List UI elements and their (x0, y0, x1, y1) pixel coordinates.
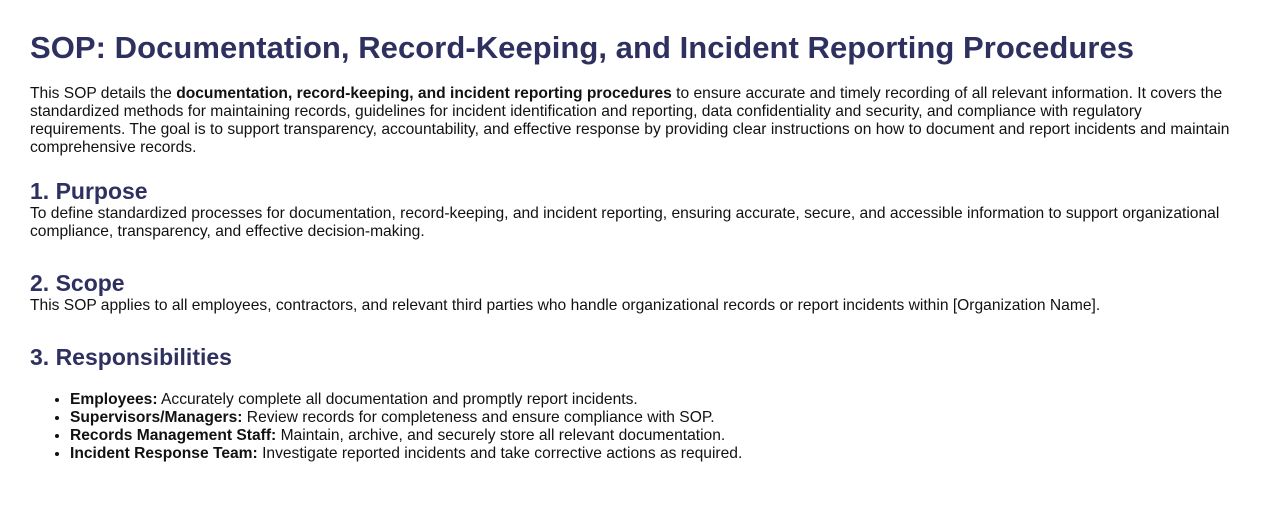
list-item (70, 391, 1233, 409)
intro-paragraph (30, 85, 1233, 157)
responsibilities-list (30, 391, 1233, 463)
list-item (70, 409, 1233, 427)
intro-emphasis: documentation, record-keeping, and incident reporting procedures (176, 85, 672, 102)
section-heading-responsibilities: 3. Responsibilities (30, 344, 232, 370)
role-duty: Investigate reported incidents and take corrective actions as required. (257, 445, 743, 462)
section-text-purpose: To define standardized processes for documentation, record-keeping, and incident reporting, ensuring accurate, secure, and accessible information to support organizational compliance, transparency, and effective decision-making. (30, 205, 1220, 240)
intro-text-end: to ensure accurate and timely recording of all relevant information. It covers the standardized methods for maintaining records, guidelines for incident identification and reporting, data confidentiality and security, and compliance with regulatory requirements. The goal is to support transparency, accountability, and effective response by providing clear instructions on how to document and report incidents and maintain comprehensive records. (30, 85, 1230, 156)
section-heading-scope: 2. Scope (30, 270, 125, 296)
list-item (70, 445, 1233, 463)
page-title: SOP: Documentation, Record-Keeping, and Incident Reporting Procedures (30, 30, 1135, 65)
role-duty: Review records for completeness and ensure compliance with SOP. (242, 409, 715, 426)
role-duty: Accurately complete all documentation and promptly report incidents. (157, 391, 638, 408)
role-label: Employees: (70, 391, 158, 408)
role-duty: Maintain, archive, and securely store all relevant documentation. (276, 427, 726, 444)
section-text-scope: This SOP applies to all employees, contractors, and relevant third parties who handle organizational records or report incidents within [Organization Name]. (30, 297, 1101, 314)
section-heading-purpose: 1. Purpose (30, 178, 148, 204)
role-label: Records Management Staff: (70, 427, 277, 444)
role-label: Incident Response Team: (70, 445, 258, 462)
role-label: Supervisors/Managers: (70, 409, 243, 426)
intro-text-start: This SOP details the (30, 85, 177, 102)
list-item (70, 427, 1233, 445)
